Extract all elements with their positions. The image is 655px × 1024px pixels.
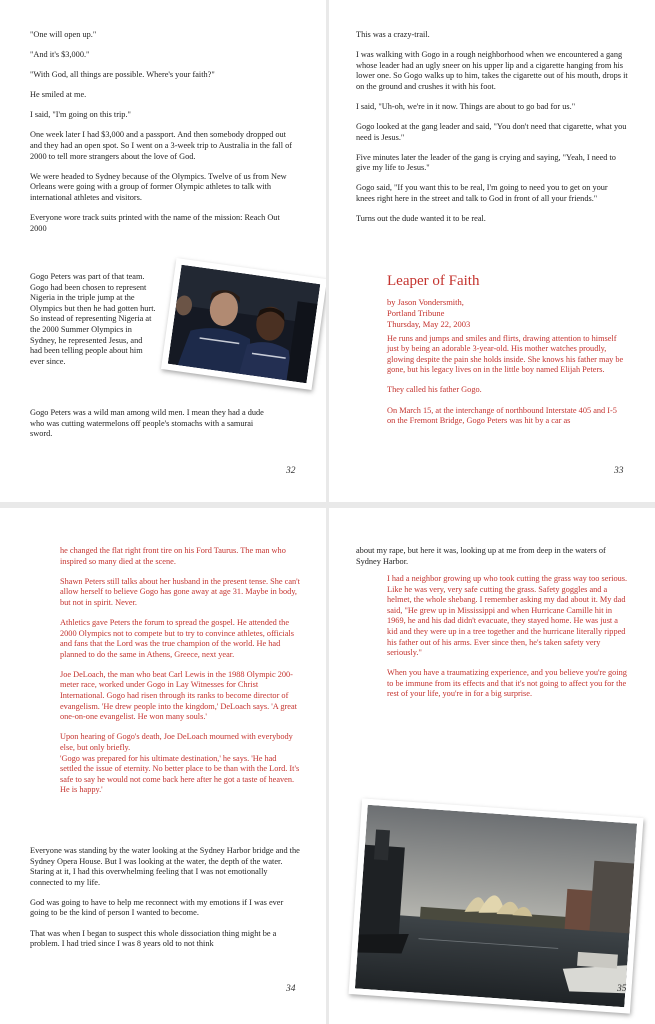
aside-block (387, 574, 629, 710)
paragraph: about my rape, but here it was, looking up at me from deep in the waters of Sydney Harbor. (356, 546, 606, 566)
page-number: 32 (286, 466, 296, 476)
photo-gogo-team (161, 258, 326, 390)
article-paragraph: Athletics gave Peters the forum to spread the gospel. He attended the 2000 Olympics not to compete but to try to convince athletes, officials and fans that the Lord was the true champion of the world. He had planned to do the same in Athens, Greece, next year. (60, 617, 294, 659)
article-paragraph: They called his father Gogo. (387, 385, 482, 395)
paragraph: "And it's $3,000." (30, 50, 90, 60)
article-paragraph: On March 15, at the interchange of northbound Interstate 405 and I-5 on the Fremont Bridge, Gogo Peters was hit by a car as (387, 405, 617, 426)
paragraph: Everyone was standing by the water looking at the Sydney Harbor bridge and the Sydney Opera House. But I was looking at the water, the depth of the water. Staring at it, I had this overwhelming feeling that I was not emotionally connected to my life. (30, 846, 300, 887)
article-paragraph: he changed the flat right front tire on his Ford Taurus. The man who inspired so many died at the scene. (60, 546, 286, 566)
photo-image (355, 805, 637, 1007)
paragraph: Gogo said, "If you want this to be real, I'm going to need you to get on your knees right here in the street and talk to God in front of all your friends." (356, 183, 608, 204)
photo-sydney-harbor (349, 798, 644, 1013)
paragraph: Gogo looked at the gang leader and said, "You don't need that cigarette, what you need is Jesus." (356, 122, 627, 142)
page-number: 33 (614, 466, 624, 476)
paragraph: "One will open up." (30, 30, 97, 39)
paragraph: God was going to have to help me reconnect with my emotions if I was ever going to be the kind of person I wanted to become. (30, 897, 284, 918)
article-paragraph: He runs and jumps and smiles and flirts, drawing attention to himself just by being an adorable 3-year-old. His mother watches proudly, glowing despite the pain she holds inside. She knows his father may be gone, but his legacy lives on in the little boy named Elijah Peters. (387, 333, 624, 375)
paragraph: I said, "I'm going on this trip." (30, 110, 131, 120)
page-32-bottom-text (30, 408, 270, 449)
article-paragraph: Upon hearing of Gogo's death, Joe DeLoach mourned with everybody else, but only briefly. 'Gogo was prepared for his ultimate destination,' he says. 'He had settled the issue of eternity. No better place to be than with the Lord. It's safe to say he would not come back here after he got a taste of heaven. He is happy.' (60, 732, 300, 795)
paragraph: Five minutes later the leader of the gang is crying and saying, "Yeah, I need to give my life to Jesus." (356, 152, 616, 173)
wrap-text (30, 272, 156, 377)
paragraph: I was walking with Gogo in a rough neighborhood when we encountered a gang whose leader had an ugly sneer on his upper lip and a cigarette hanging from his lower one. So Gogo walks up to him, takes the cigarette out of his mouth, drops it on the ground and crushes it with his foot. (356, 50, 628, 91)
page-35-text (356, 546, 628, 577)
photo-image (168, 265, 321, 384)
article-paragraph: Joe DeLoach, the man who beat Carl Lewis in the 1988 Olympic 200-meter race, worked under Gogo in Lay Witnesses for Christ International. Gogo had risen through its ranks to become director of evangelism. 'He drew people into the kingdom,' DeLoach says. 'A great one-on-one evangelist. He won many souls.' (60, 669, 297, 722)
aside-paragraph: When you have a traumatizing experience, and you believe you're going to be immune from its effects and that it's not going to affect you for the rest of your life, you're in for a big surprise. (387, 668, 627, 699)
article-continued (60, 546, 300, 805)
paragraph: "With God, all things are possible. Where's your faith?" (30, 70, 215, 80)
paragraph: Everyone wore track suits printed with the name of the mission: Reach Out 2000 (30, 213, 280, 233)
article-author: by Jason Vondersmith, (387, 296, 464, 307)
aside-paragraph: I had a neighbor growing up who took cutting the grass way too serious. Like he was very, very safe cutting the grass. Safety goggles and a helmet, the whole shebang. I remember asking my dad about it. My dad said, "He grew up in Mississippi and when Hurricane Camille hit in 1969, he and his dad didn't evacuate, they stayed home. He was just a kid and they were up in a tree together and the hurricane literally ripped his father out of his arms. Ever since then, he's taken safety very seriously." (387, 574, 628, 658)
article-block (387, 273, 627, 436)
page-34-text (30, 846, 300, 959)
page-number: 35 (617, 984, 627, 994)
paragraph: One week later I had $3,000 and a passport. And then somebody dropped out and they had an open spot. So I went on a 3-week trip to Australia in the fall of 2000 to tell more strangers about the love of God. (30, 130, 292, 161)
page-35 (329, 508, 655, 1024)
page-33 (329, 0, 655, 502)
page-32-text (30, 30, 298, 244)
page-32 (0, 0, 326, 502)
article-paragraph: Shawn Peters still talks about her husband in the present tense. She can't allow herself to believe Gogo has gone away at age 31. Maybe in body, but not in spirit. Never. (60, 576, 300, 607)
article-date: Thursday, May 22, 2003 (387, 318, 471, 329)
paragraph: We were headed to Sydney because of the Olympics. Twelve of us from New Orleans were going with a group of former Olympic athletes to talk with international athletes and visitors. (30, 171, 287, 202)
paragraph: This was a crazy-trail. (356, 30, 430, 39)
page-34 (0, 508, 326, 1024)
page-33-text (356, 30, 628, 234)
paragraph: He smiled at me. (30, 90, 87, 100)
paragraph: That was when I began to suspect this whole dissociation thing might be a problem. I had tried since I was 8 years old to not think (30, 928, 277, 949)
article-publication: Portland Tribune (387, 307, 445, 318)
paragraph: Gogo Peters was part of that team. Gogo had been chosen to represent Nigeria in the triple jump at the Olympics but then he had gotten hurt. So instead of representing Nigeria at the 2000 Summer Olympics in Sydney, he represented Jesus, and had been telling people about him ever since. (30, 272, 156, 366)
paragraph: I said, "Uh-oh, we're in it now. Things are about to go bad for us." (356, 101, 576, 111)
paragraph: Gogo Peters was a wild man among wild men. I mean they had a dude who was cutting watermelons off people's stomachs with a samurai sword. (30, 408, 264, 439)
paragraph: Turns out the dude wanted it to be real. (356, 214, 486, 224)
article-title: Leaper of Faith (387, 273, 480, 289)
page-number: 34 (286, 984, 296, 994)
